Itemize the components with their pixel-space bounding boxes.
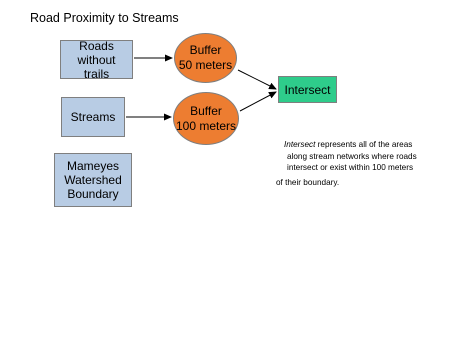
note-line-1: represents all of the areas xyxy=(315,140,413,149)
mameyes-watershed-boundary-box: Mameyes Watershed Boundary xyxy=(54,153,132,207)
note-line-4: of their boundary. xyxy=(276,177,340,187)
roads-without-trails-box: Roads without trails xyxy=(60,40,133,79)
buffer-100-meters-ellipse: Buffer 100 meters xyxy=(173,92,239,145)
arrow-buffer-100-to-intersect xyxy=(240,92,276,111)
note-line-3: intersect or exist within 100 meters xyxy=(287,163,414,172)
buffer-50-meters-ellipse: Buffer 50 meters xyxy=(174,33,237,83)
streams-box: Streams xyxy=(61,97,125,137)
diagram-title: Road Proximity to Streams xyxy=(30,11,179,25)
note-term: Intersect xyxy=(284,140,316,149)
intersect-explanation-note xyxy=(276,139,446,188)
intersect-box: Intersect xyxy=(278,76,337,103)
arrow-buffer-50-to-intersect xyxy=(238,70,276,89)
note-line-2: along stream networks where roads xyxy=(287,151,417,161)
